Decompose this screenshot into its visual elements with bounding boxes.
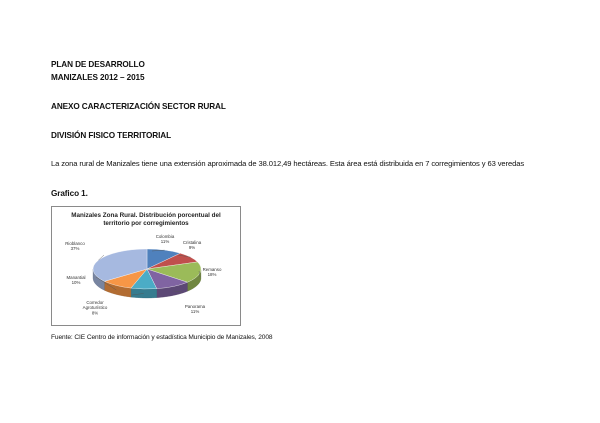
- doc-title-line2: MANIZALES 2012 – 2015: [51, 73, 145, 82]
- chart-title-line1: Manizales Zona Rural. Distribución porcentual del: [71, 212, 221, 219]
- pie-label-name-5: Corredor: [86, 300, 104, 305]
- pie-label-name-3: Remanso: [202, 267, 222, 272]
- pie-label-name-1: Colombia: [155, 234, 175, 239]
- figure-label: Grafico 1.: [51, 189, 88, 198]
- pie-label-pct-4: 11%: [190, 309, 200, 315]
- intro-paragraph: La zona rural de Manizales tiene una extensión aproximada de 38.012,49 hectáreas. Esta área está distribuida en 7 corregimientos y 63 veredas: [51, 159, 525, 168]
- pie-label-pct-2: 9%: [188, 245, 196, 251]
- pie-label-pct-6: 10%: [71, 280, 81, 286]
- pie-chart: [52, 207, 240, 325]
- annex-heading: ANEXO CARACTERIZACIÓN SECTOR RURAL: [51, 102, 226, 111]
- doc-title-line1: PLAN DE DESARROLLO: [51, 60, 145, 69]
- division-heading: DIVISIÓN FISICO TERRITORIAL: [51, 131, 171, 140]
- pie-label-name-6: Manantial: [66, 275, 86, 280]
- chart-title-line2: territorio por corregimientos: [103, 220, 189, 227]
- pie-label-name-5: Agroturístico: [82, 305, 108, 311]
- pie-label-pct-1: 11%: [160, 239, 170, 245]
- pie-label-pct-3: 18%: [207, 272, 217, 278]
- pie-label-pct-7: 37%: [70, 246, 80, 252]
- pie-label-pct-5: 8%: [91, 310, 99, 316]
- pie-chart-frame: [51, 206, 241, 326]
- pie-label-name-2: Cristalina: [182, 240, 202, 245]
- pie-label-name-7: Rioblanco: [65, 241, 85, 246]
- pie-side-5: [131, 288, 157, 298]
- source-note: Fuente: CIE Centro de información y estadística Municipio de Manizales, 2008: [51, 334, 273, 341]
- pie-label-name-4: Panorama: [184, 304, 206, 309]
